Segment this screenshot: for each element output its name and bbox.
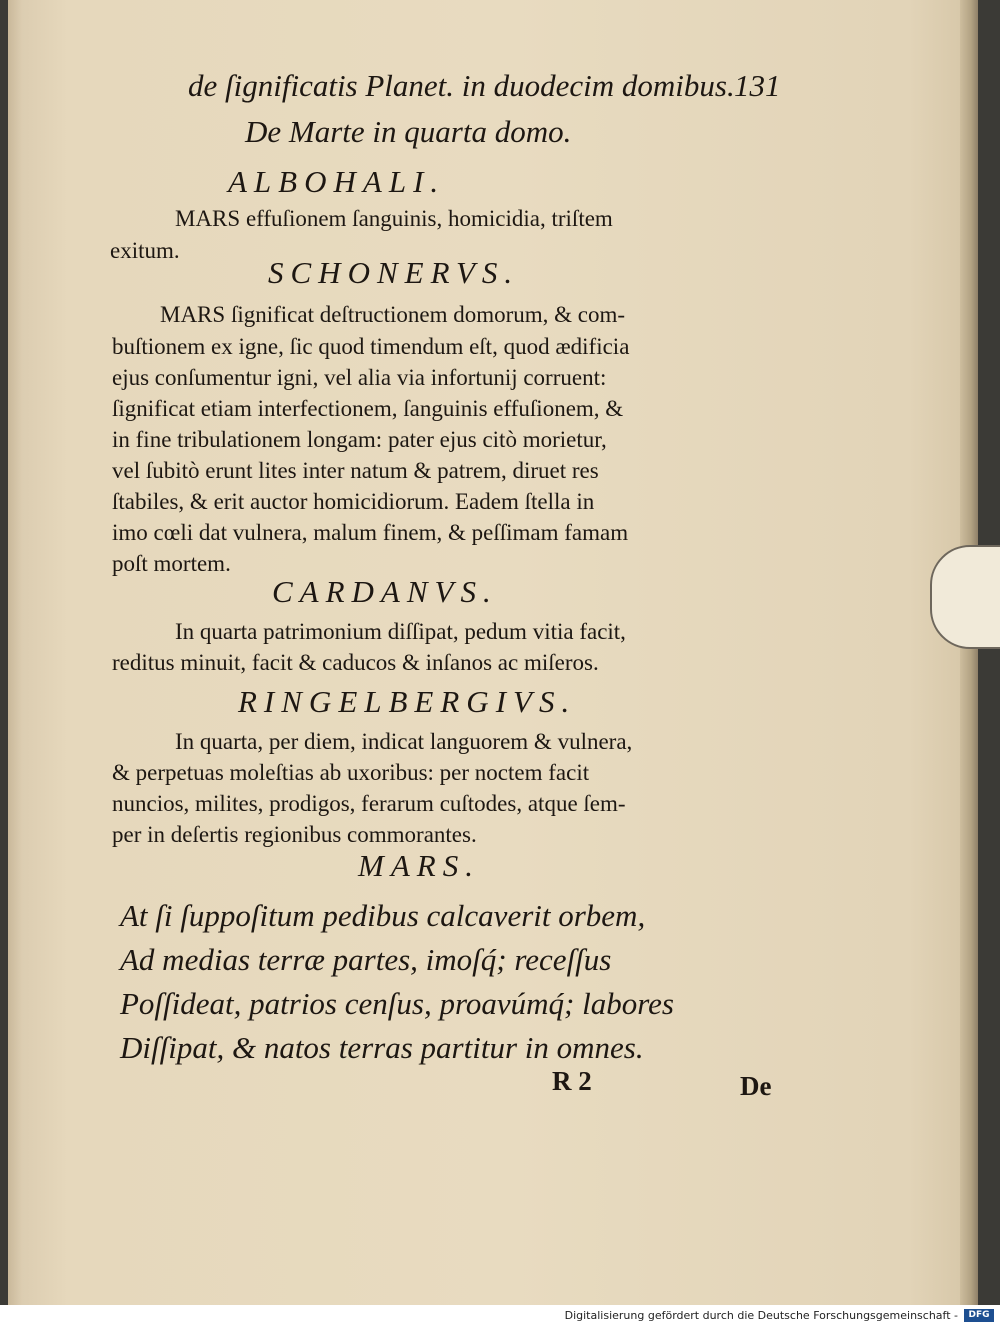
running-header: de ſignificatis Planet. in duodecim domibus. (188, 68, 735, 103)
text-line: exitum. (110, 238, 180, 263)
text-line: MARS effuſionem ſanguinis, homicidia, triſtem (175, 206, 613, 231)
verse-line: At ſi ſuppoſitum pedibus calcaverit orbem, (120, 898, 646, 933)
footer-credit: Digitalisierung gefördert durch die Deutsche Forschungsgemeinschaft - (564, 1309, 958, 1322)
page-edge-stack (960, 0, 978, 1305)
text-line: vel ſubitò erunt lites inter natum & patrem, diruet res (112, 458, 599, 483)
text-line: In quarta patrimonium diſſipat, pedum vitia facit, (175, 619, 626, 644)
dfg-logo: DFG (964, 1309, 994, 1322)
text-line: nuncios, milites, prodigos, ferarum cuſtodes, atque ſem- (112, 791, 626, 816)
catchword: De (740, 1071, 772, 1101)
heading-mars: MARS. (358, 848, 480, 883)
verse-line: Ad medias terræ partes, imoſq́; receſſus (120, 942, 612, 977)
text-line: imo cœli dat vulnera, malum finem, & peſſimam famam (112, 520, 629, 545)
text-line: In quarta, per diem, indicat languorem & vulnera, (175, 729, 633, 754)
text-line: ejus conſumentur igni, vel alia via infortunij corruent: (112, 365, 607, 390)
heading-schonervs: SCHONERVS. (268, 255, 520, 290)
heading-albohali: ALBOHALI. (228, 164, 446, 199)
color-checker-tab (930, 545, 1000, 649)
text-line: MARS ſignificat deſtructionem domorum, & com- (160, 302, 626, 327)
text-line: poſt mortem. (112, 551, 231, 576)
text-line: ſtabiles, & erit auctor homicidiorum. Eadem ſtella in (112, 489, 595, 514)
verse-line: Poſſideat, patrios cenſus, proavúmq́; labores (120, 986, 674, 1021)
section-title: De Marte in quarta domo. (245, 114, 572, 149)
text-line: in fine tribulationem longam: pater ejus citò morietur, (112, 427, 607, 452)
page-number: 131 (734, 68, 781, 103)
heading-ringelbergivs: RINGELBERGIVS. (238, 684, 577, 719)
digitization-footer (0, 1305, 1000, 1327)
heading-cardanvs: CARDANVS. (272, 574, 498, 609)
text-line: buſtionem ex igne, ſic quod timendum eſt, quod ædificia (112, 334, 630, 359)
verse-line: Diſſipat, & natos terras partitur in omnes. (120, 1030, 644, 1065)
signature-mark: R 2 (552, 1066, 592, 1096)
text-line: ſignificat etiam interfectionem, ſanguinis effuſionem, & (112, 396, 624, 421)
text-line: per in deſertis regionibus commorantes. (112, 822, 477, 847)
text-line: & perpetuas moleſtias ab uxoribus: per noctem facit (112, 760, 590, 785)
text-line: reditus minuit, facit & caducos & inſanos ac miſeros. (112, 650, 599, 675)
